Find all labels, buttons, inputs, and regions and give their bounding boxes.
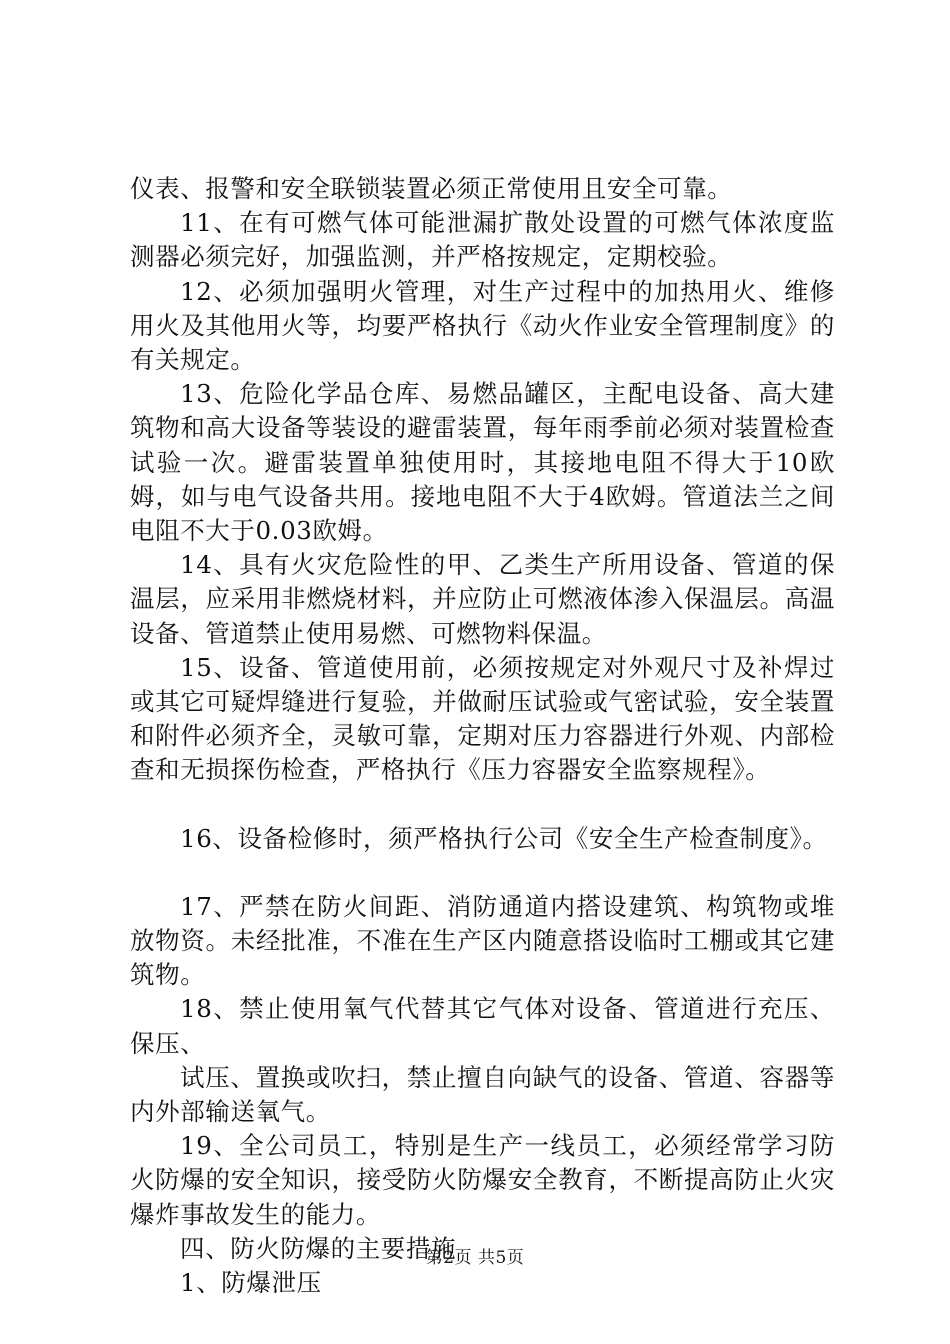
subsection-heading-1: 1、防爆泄压 xyxy=(180,1268,322,1298)
page-number-footer: 第2页 共5页 xyxy=(425,1248,525,1268)
paragraph-item-16: 16、设备检修时，须严格执行公司《安全生产检查制度》。 xyxy=(180,823,828,853)
paragraph-continuation: 仪表、报警和安全联锁装置必须正常使用且安全可靠。 xyxy=(130,174,733,203)
paragraph-item-12: 12、必须加强明火管理，对生产过程中的加热用火、维修用火及其他用火等，均要严格执行《动火作业安全管理制度》的有关规定。 xyxy=(130,276,835,375)
paragraph-item-11: 11、在有可燃气体可能泄漏扩散处设置的可燃气体浓度监测器必须完好，加强监测，并严格按规定，定期校验。 xyxy=(130,208,835,272)
paragraph-item-18-continued: 试压、置换或吹扫，禁止擅自向缺气的设备、管道、容器等内外部输送氧气。 xyxy=(130,1062,835,1127)
paragraph-item-18: 18、禁止使用氧气代替其它气体对设备、管道进行充压、保压、 xyxy=(130,994,835,1058)
paragraph-item-19: 19、全公司员工，特别是生产一线员工，必须经常学习防火防爆的安全知识，接受防火防爆安全教育，不断提高防止火灾爆炸事故发生的能力。 xyxy=(130,1131,835,1229)
document-body xyxy=(130,172,835,1300)
paragraph-spacer xyxy=(130,856,835,890)
section-heading-4: 四、防火防爆的主要措施 xyxy=(180,1233,457,1263)
paragraph-spacer xyxy=(130,788,835,822)
paragraph-item-13: 13、危险化学品仓库、易燃品罐区，主配电设备、高大建筑物和高大设备等装设的避雷装置，每年雨季前必须对装置检查试验一次。避雷装置单独使用时，其接地电阻不得大于10欧姆，如与电气设备共用。接地电阻不大于4欧姆。管道法兰之间电阻不大于0.03欧姆。 xyxy=(130,379,835,546)
paragraph-item-15: 15、设备、管道使用前，必须按规定对外观尺寸及补焊过或其它可疑焊缝进行复验，并做耐压试验或气密试验，安全装置和附件必须齐全，灵敏可靠，定期对压力容器进行外观、内部检查和无损探伤检查，严格执行《压力容器安全监察规程》。 xyxy=(130,652,835,785)
paragraph-item-17: 17、严禁在防火间距、消防通道内搭设建筑、构筑物或堆放物资。未经批准，不准在生产区内随意搭设临时工棚或其它建筑物。 xyxy=(130,891,835,990)
paragraph-item-14: 14、具有火灾危险性的甲、乙类生产所用设备、管道的保温层，应采用非燃烧材料，并应防止可燃液体渗入保温层。高温设备、管道禁止使用易燃、可燃物料保温。 xyxy=(130,550,835,648)
